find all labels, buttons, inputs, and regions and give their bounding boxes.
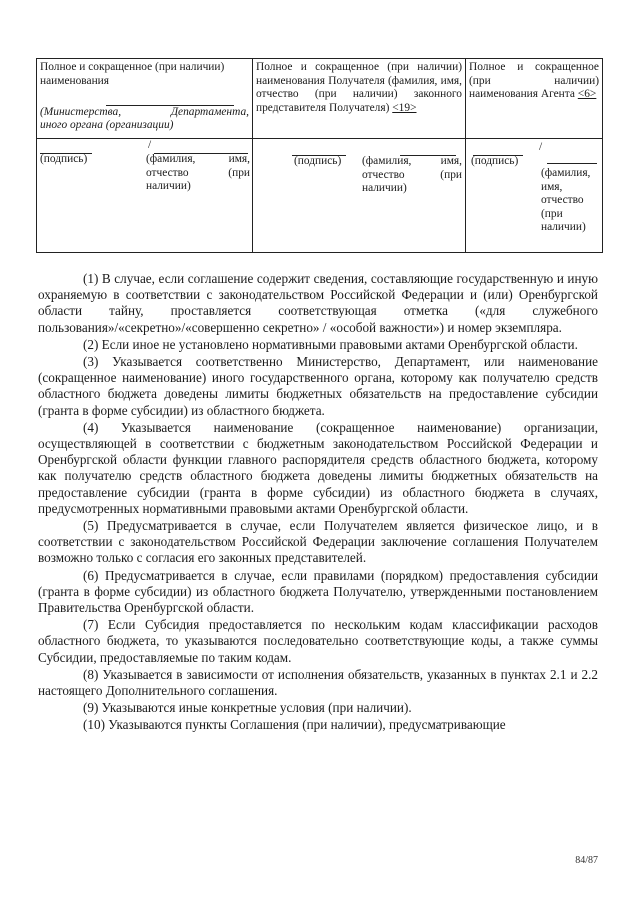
authority-name-line — [106, 95, 234, 106]
agent-slash: / — [539, 141, 543, 153]
agent-fio-line — [547, 153, 597, 164]
footnotes — [38, 271, 598, 735]
footnote-1: (1) В случае, если соглашение содержит сведения, составляющие государственную и иную охраняемую в соответствии с законодательством Российской Федерации и (или) Оренбургской области тайну, проставляется соответствующая отметка («для служебного пользования»/«секретно»/«совершенно секретно» / «особой важности») и номер экземпляра. — [38, 271, 598, 335]
footnote-9: (9) Указываются иные конкретные условия (при наличии). — [83, 700, 412, 716]
authority-slash: / — [148, 139, 152, 151]
agent-fio-label: (фамилия, имя, отчество (при наличии) — [541, 167, 591, 234]
recipient-header-text: Полное и сокращенное (при наличии) наименования Получателя (фамилия, имя, отчество (при наличии) законного представителя Получателя) — [256, 61, 462, 114]
authority-signature-cell — [37, 139, 253, 253]
agent-ref: <6> — [577, 88, 597, 101]
authority-sub-line1: (Министерства, — [40, 105, 122, 118]
authority-sub-line1b: Департамента, — [170, 105, 249, 118]
authority-sub-line2: иного органа (организации) — [40, 119, 174, 132]
authority-header-text: Полное и сокращенное (при наличии) наименования — [40, 61, 225, 87]
recipient-sign-label: (подпись) — [294, 155, 342, 167]
recipient-ref: <19> — [392, 101, 417, 114]
agent-signature-cell — [466, 139, 603, 253]
footnote-5: (5) Предусматривается в случае, если Получателем является физическое лицо, и в соответствии с законодательством Российской Федерации заключение соглашения Получателем возможно только с согласия его законных представителей. — [38, 518, 598, 566]
page-number: 84/87 — [575, 855, 598, 866]
footnote-10: (10) Указываются пункты Соглашения (при наличии), предусматривающие — [83, 717, 506, 733]
agent-sign-label: (подпись) — [471, 155, 519, 167]
authority-fio-label: (фамилия, имя, отчество (при наличии) — [146, 153, 250, 193]
header-cell-agent — [466, 59, 603, 139]
footnote-8: (8) Указывается в зависимости от исполнения обязательств, указанных в пунктах 2.1 и 2.2 настоящего Дополнительного соглашения. — [38, 666, 598, 699]
footnote-7: (7) Если Субсидия предоставляется по нескольким кодам классификации расходов областного бюджета, то указываются последовательно соответствующие коды, а также суммы Субсидии, предоставляемые по таким кодам. — [38, 617, 598, 665]
footnote-4: (4) Указывается наименование (сокращенное наименование) организации, осуществляющей в соответствии с бюджетным законодательством Российской Федерации и Оренбургской области функции главного распорядителя средств областного бюджета, которому как получателю средств областного бюджета доведены лимиты бюджетных обязательств на предоставление субсидии (гранта в форме субсидии) из областного бюджета в случаях, предусмотренных нормативными правовыми актами Оренбургской области. — [38, 419, 598, 516]
recipient-fio-label: (фамилия, имя, отчество (при наличии) — [362, 155, 462, 195]
footnote-2: (2) Если иное не установлено нормативными правовыми актами Оренбургской области. — [83, 336, 578, 352]
signature-row — [37, 139, 603, 253]
agent-header-text: Полное и сокращенное (при наличии) наименования Агента — [469, 61, 599, 101]
recipient-signature-cell — [253, 139, 466, 253]
header-row — [37, 59, 603, 139]
header-cell-authority — [37, 59, 253, 139]
authority-sign-label: (подпись) — [40, 153, 88, 165]
signature-table — [36, 58, 603, 253]
footnote-3: (3) Указывается соответственно Министерство, Департамент, или наименование (сокращенное наименование) иного государственного органа, которому как получателю средств областного бюджета доведены лимиты бюджетных обязательств на предоставление субсидии (гранта в форме субсидии) из областного бюджета. — [38, 354, 598, 418]
footnote-6: (6) Предусматривается в случае, если правилами (порядком) предоставления субсидии (гранта в форме субсидии) из областного бюджета Получателю, утвержденными постановлением Правительства Оренбургской области. — [38, 567, 598, 616]
header-cell-recipient — [253, 59, 466, 139]
